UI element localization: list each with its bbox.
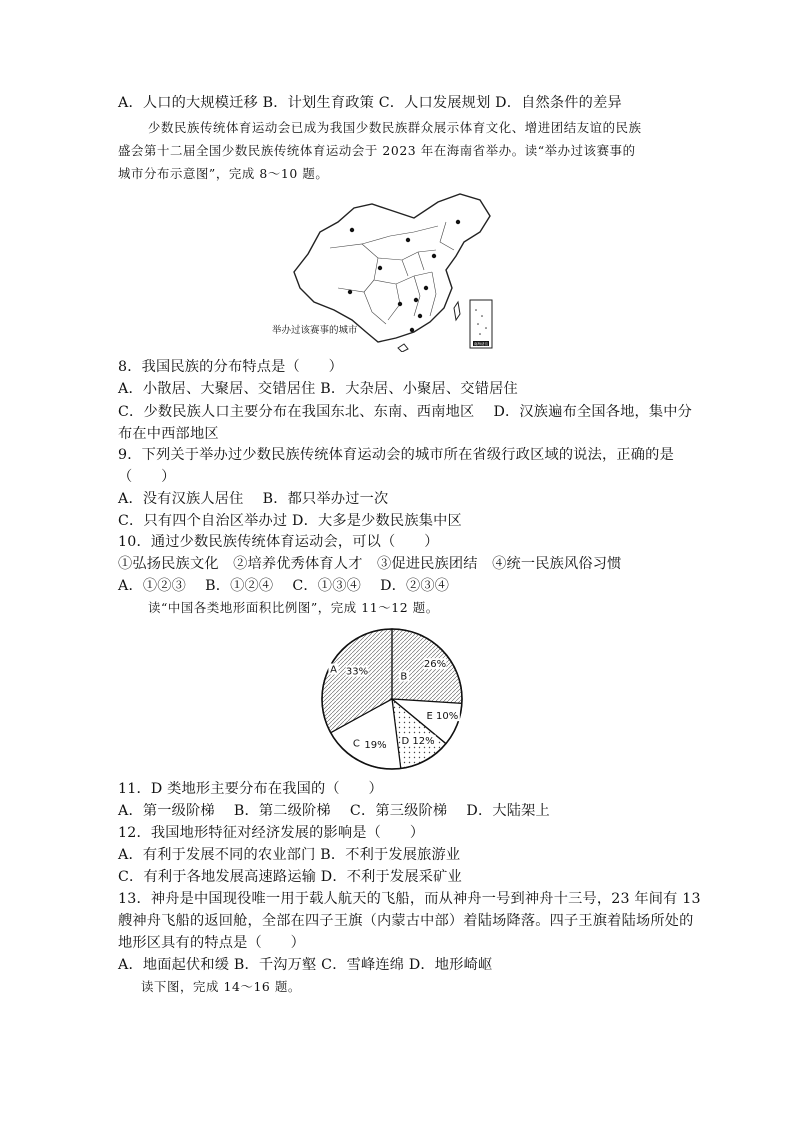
q12-options-cd: C．有利于各地发展高速路运输 D．不利于发展采矿业 [118,869,462,885]
passage3: 读下图，完成 14～16 题。 [141,979,301,994]
city-marker [414,298,418,302]
passage2: 读“中国各类地形面积比例图”，完成 11～12 题。 [148,600,439,615]
q11-options: A．第一级阶梯 B．第二级阶梯 C．第三级阶梯 D．大陆架上 [118,803,550,819]
q9-options-ab: A．没有汉族人居住 B．都只举办过一次 [118,491,389,507]
pie-label-b: B [400,671,408,683]
pie-label-c: C [352,738,360,750]
q7-options: A．人口的大规模迁移 B．计划生育政策 C．人口发展规划 D．自然条件的差异 [118,95,622,111]
q12-options-ab: A．有利于发展不同的农业部门 B．不利于发展旅游业 [118,847,461,863]
south-china-sea-inset [470,300,492,348]
pie-label-a-pct: 33% [345,666,369,678]
passage1-line3: 城市分布示意图”，完成 8～10 题。 [118,166,329,181]
q8-options-cd: C．少数民族人口主要分布在我国东北、东南、西南地区 D．汉族遍布全国各地，集中分 [118,404,693,420]
inset-label: 南海诸岛 [473,342,489,346]
china-outline [294,194,490,342]
city-marker [378,266,382,270]
city-marker [406,238,410,242]
china-map-figure [268,192,496,352]
q8-options-cd-cont: 布在中西部地区 [118,426,219,442]
taiwan-island [454,302,460,320]
q10-stem: 10．通过少数民族传统体育运动会，可以（ ） [118,534,439,550]
city-marker [398,302,402,306]
q10-options: A．①②③ B．①②④ C．①③④ D．②③④ [118,578,450,594]
city-marker [432,254,436,258]
pie-label-c-pct: 19% [364,740,387,752]
q13-options: A．地面起伏和缓 B．千沟万壑 C．雪峰连绵 D．地形崎岖 [118,957,493,973]
q13-line2: 艘神舟飞船的返回舱，全部在四子王旗（内蒙古中部）着陆场降落。四子王旗着陆场所处的 [118,913,694,929]
city-marker [424,286,428,290]
q10-items: ①弘扬民族文化 ②培养优秀体育人才 ③促进民族团结 ④统一民族风俗习惯 [118,556,622,572]
pie-label-e: E 10% [426,711,459,723]
q13-line1: 13．神舟是中国现役唯一用于载人航天的飞船，而从神舟一号到神舟十三号，23 年间有 13 [118,891,701,907]
pie-label-d: D 12% [401,735,435,747]
q11-stem: 11．D 类地形主要分布在我国的（ ） [118,781,383,797]
passage1-line2: 盛会第十二届全国少数民族传统体育运动会于 2023 年在海南省举办。读“举办过该赛事的 [118,143,636,158]
q9-stem: 9．下列关于举办过少数民族传统体育运动会的城市所在省级行政区域的说法，正确的是 [118,447,674,463]
q8-stem: 8．我国民族的分布特点是（ ） [118,359,344,375]
pie-label-b-pct: 26% [423,659,447,671]
city-marker [410,328,414,332]
terrain-pie-chart [312,625,472,775]
map-caption: 举办过该赛事的城市 [272,325,358,336]
pie-label-a: A [330,664,337,676]
city-marker [456,220,460,224]
q8-options-ab: A．小散居、大聚居、交错居住 B．大杂居、小聚居、交错居住 [118,381,518,397]
q13-line3: 地形区具有的特点是（ ） [118,935,306,951]
city-marker [418,314,422,318]
q9-options-cd: C．只有四个自治区举办过 D．大多是少数民族集中区 [118,513,462,529]
q12-stem: 12．我国地形特征对经济发展的影响是（ ） [118,825,425,841]
passage1-line1: 少数民族传统体育运动会已成为我国少数民族群众展示体育文化、增进团结友谊的民族 [148,120,642,135]
city-marker [348,290,352,294]
city-marker [350,228,354,232]
hainan-island [398,344,408,352]
q9-stem-cont: （ ） [118,469,176,485]
